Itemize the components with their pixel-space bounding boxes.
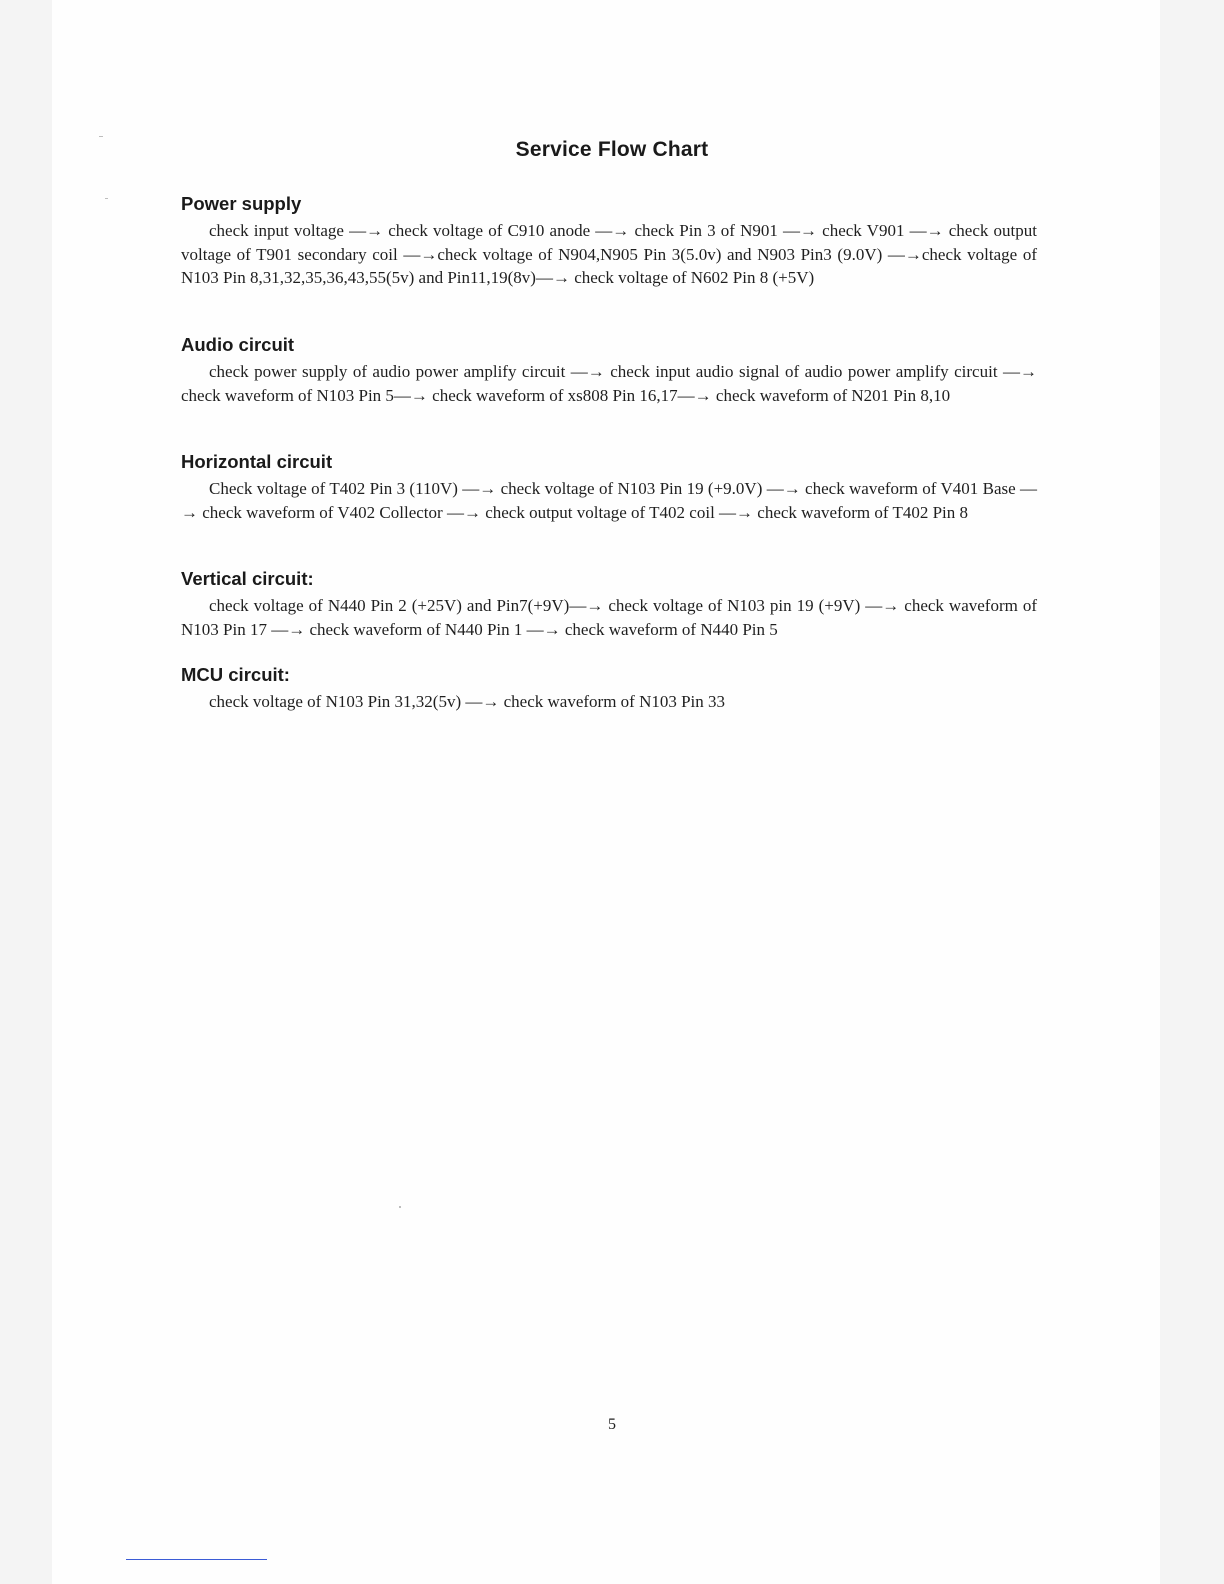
scan-speck	[99, 136, 103, 137]
section-audio-circuit	[181, 333, 1037, 407]
section-body: Check voltage of T402 Pin 3 (110V) —→ check voltage of N103 Pin 19 (+9.0V) —→ check waveform of V401 Base —→ check waveform of V402 Collector —→ check output voltage of T402 coil —→ check waveform of T402 Pin 8	[181, 479, 1037, 522]
section-power-supply	[181, 192, 1037, 290]
section-horizontal-circuit	[181, 450, 1037, 524]
section-body: check voltage of N440 Pin 2 (+25V) and Pin7(+9V)—→ check voltage of N103 pin 19 (+9V) —→ check waveform of N103 Pin 17 —→ check waveform of N440 Pin 1 —→ check waveform of N440 Pin 5	[181, 596, 1037, 639]
bottom-rule	[126, 1559, 267, 1560]
section-vertical-circuit	[181, 567, 1037, 641]
page-number: 5	[608, 1416, 616, 1433]
section-body: check input voltage —→ check voltage of C910 anode —→ check Pin 3 of N901 —→ check V901 —→ check output voltage of T901 secondary coil —→check voltage of N904,N905 Pin 3(5.0v) and N903 Pin3 (9.0V) —→check voltage of N103 Pin 8,31,32,35,36,43,55(5v) and Pin11,19(8v)—→ check voltage of N602 Pin 8 (+5V)	[181, 221, 1037, 287]
page-title: Service Flow Chart	[515, 138, 709, 161]
scan-speck	[105, 198, 108, 199]
section-body: check power supply of audio power amplify circuit —→ check input audio signal of audio power amplify circuit —→ check waveform of N103 Pin 5—→ check waveform of xs808 Pin 16,17—→ check waveform of N201 Pin 8,10	[181, 362, 1037, 405]
section-heading: Vertical circuit:	[181, 568, 314, 589]
section-mcu-circuit	[181, 663, 1037, 714]
scan-speck	[399, 1206, 401, 1208]
section-body: check voltage of N103 Pin 31,32(5v) —→ check waveform of N103 Pin 33	[209, 692, 726, 711]
section-heading: Horizontal circuit	[181, 451, 333, 472]
section-heading: MCU circuit:	[181, 664, 290, 685]
section-heading: Audio circuit	[181, 334, 295, 355]
section-heading: Power supply	[181, 193, 302, 214]
